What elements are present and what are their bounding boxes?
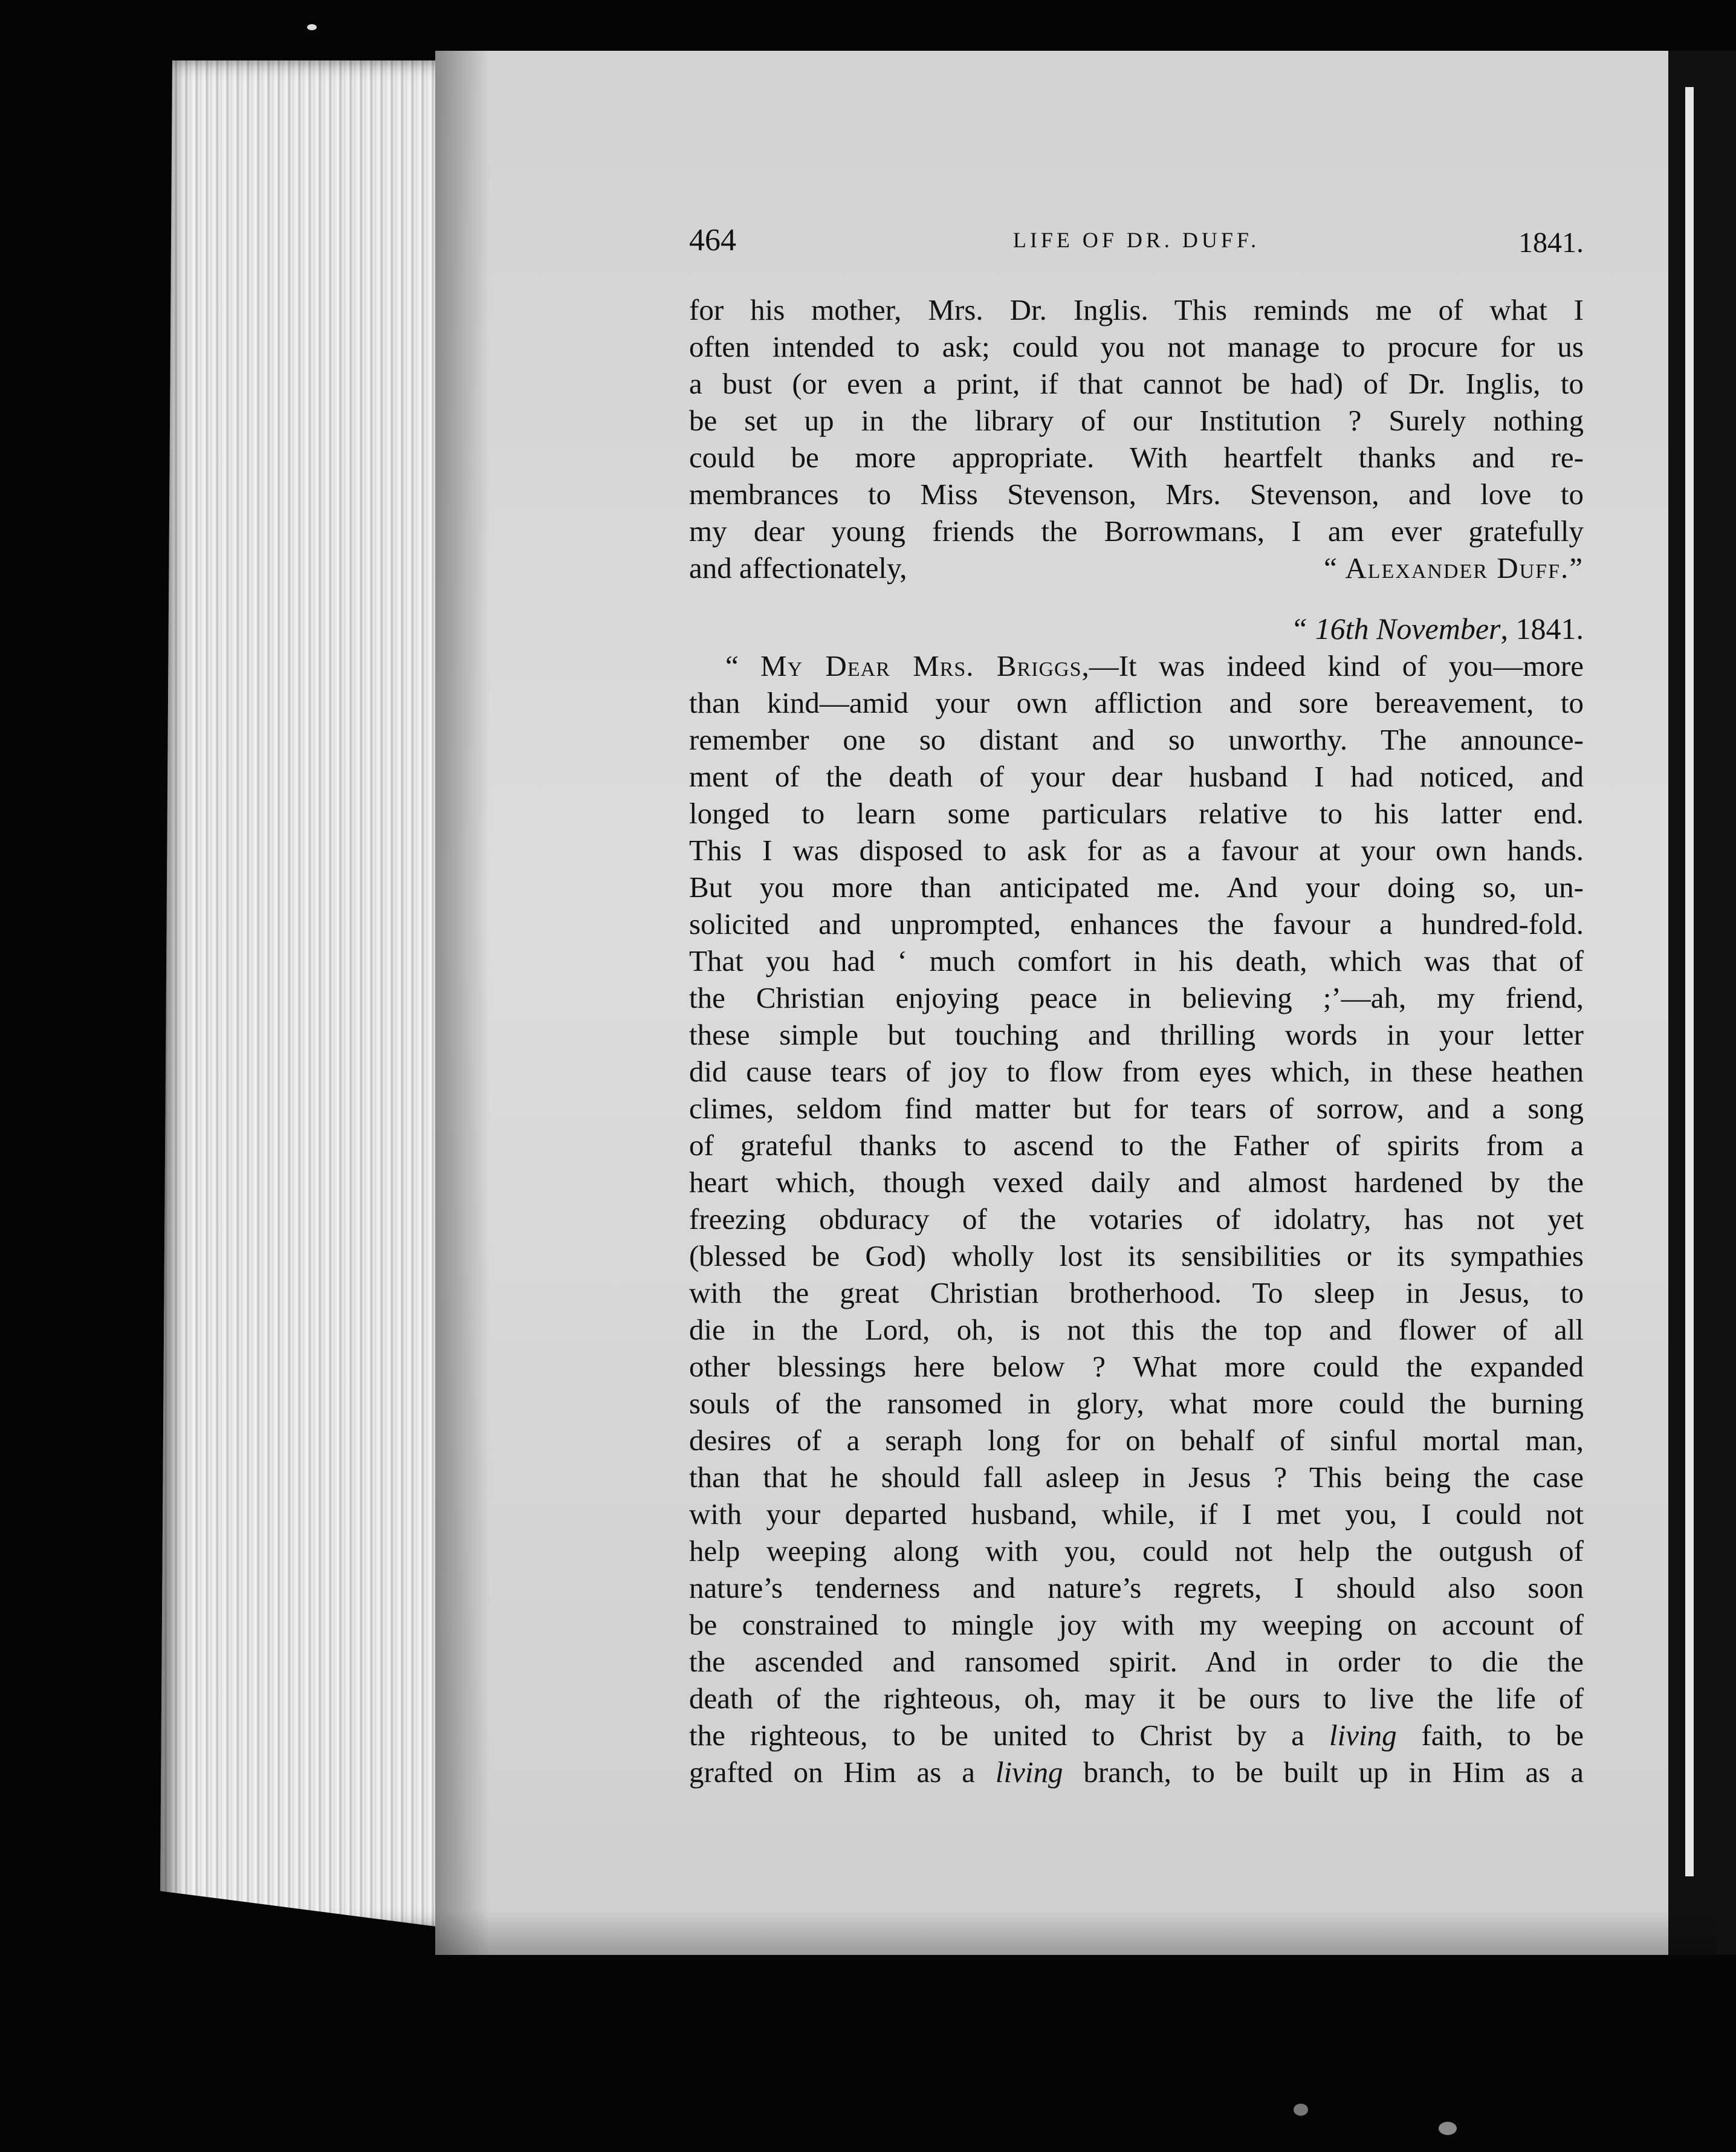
date-day-month: “ 16th November [1291, 612, 1501, 646]
text-segment: the righteous, to be united to Christ by a [689, 1719, 1329, 1752]
salutation-rest: ,—It was indeed kind of you—more [1081, 649, 1584, 682]
text-line: did cause tears of joy to flow from eyes which, in these heathen [689, 1055, 1584, 1088]
facing-page-edge [1668, 51, 1736, 1955]
text-line: be set up in the library of our Institution ? Surely nothing [689, 404, 1584, 437]
salutation-line [689, 647, 1584, 684]
page-bottom-shadow [435, 1910, 1717, 1955]
signature: “ Alexander Duff.” [1324, 551, 1584, 585]
text-line: souls of the ransomed in glory, what more could the burning [689, 1387, 1584, 1420]
text-line: with the great Christian brotherhood. To sleep in Jesus, to [689, 1276, 1584, 1309]
date-year: , 1841. [1500, 612, 1584, 646]
text-line: the ascended and ransomed spirit. And in order to die the [689, 1645, 1584, 1678]
scan-speck [307, 24, 317, 30]
open-quote: “ [725, 649, 761, 682]
text-line: But you more than anticipated me. And your doing so, un- [689, 870, 1584, 904]
text-line: other blessings here below ? What more could the expanded [689, 1350, 1584, 1383]
text-line: climes, seldom find matter but for tears of sorrow, and a song [689, 1092, 1584, 1125]
text-line [689, 1754, 1584, 1791]
salutation: My Dear Mrs. Briggs [760, 649, 1082, 682]
letter-two-date [689, 611, 1584, 647]
text-line: with your departed husband, while, if I met you, I could not [689, 1497, 1584, 1531]
running-title: LIFE OF DR. DUFF. [1012, 228, 1260, 252]
book-page-edges [160, 60, 450, 1928]
text-line: die in the Lord, oh, is not this the top and flower of all [689, 1313, 1584, 1346]
text-line: remember one so distant and so unworthy. The announce- [689, 723, 1584, 756]
text-italic: living [995, 1755, 1063, 1789]
text-line: death of the righteous, oh, may it be ours to live the life of [689, 1682, 1584, 1715]
scan-speck [1294, 2104, 1308, 2116]
text-line: for his mother, Mrs. Dr. Inglis. This reminds me of what I [689, 293, 1584, 326]
text-segment: faith, to be [1396, 1719, 1584, 1752]
header-year: 1841. [1518, 227, 1584, 259]
text-line: these simple but touching and thrilling words in your letter [689, 1018, 1584, 1051]
text-line: This I was disposed to ask for as a favour at your own hands. [689, 834, 1584, 867]
text-line: membrances to Miss Stevenson, Mrs. Stevenson, and love to [689, 478, 1584, 511]
text-line: solicited and unprompted, enhances the favour a hundred-fold. [689, 907, 1584, 941]
facing-page-stripe [1685, 87, 1694, 1876]
letter-one-closing [689, 549, 1584, 586]
text-segment: branch, to be built up in Him as a [1063, 1755, 1584, 1789]
text-segment: grafted on Him as a [689, 1755, 996, 1789]
text-line: freezing obduracy of the votaries of idolatry, has not yet [689, 1202, 1584, 1236]
text-line: than kind—amid your own affliction and sore bereavement, to [689, 686, 1584, 719]
scan-speck [1439, 2122, 1457, 2135]
text-line: help weeping along with you, could not help the outgush of [689, 1534, 1584, 1567]
page-number: 464 [689, 223, 736, 258]
text-line: longed to learn some particulars relative to his latter end. [689, 797, 1584, 830]
body-text [689, 291, 1584, 1791]
text-line: often intended to ask; could you not manage to procure for us [689, 330, 1584, 363]
text-line: my dear young friends the Borrowmans, I am ever gratefully [689, 514, 1584, 548]
text-line: That you had ‘ much comfort in his death, which was that of [689, 944, 1584, 977]
text-italic: living [1329, 1719, 1397, 1752]
text-line: a bust (or even a print, if that cannot be had) of Dr. Inglis, to [689, 367, 1584, 400]
text-line: than that he should fall asleep in Jesus ? This being the case [689, 1460, 1584, 1494]
text-line: the Christian enjoying peace in believing ;’—ah, my friend, [689, 981, 1584, 1014]
letter-two [689, 647, 1584, 1717]
text-line: (blessed be God) wholly lost its sensibilities or its sympathies [689, 1239, 1584, 1272]
running-header [689, 222, 1584, 265]
text-line: could be more appropriate. With heartfelt thanks and re- [689, 441, 1584, 474]
text-line: be constrained to mingle joy with my weeping on account of [689, 1608, 1584, 1641]
closing-phrase: and affectionately, [689, 551, 907, 585]
text-line: heart which, though vexed daily and almost hardened by the [689, 1165, 1584, 1199]
text-line: ment of the death of your dear husband I had noticed, and [689, 760, 1584, 793]
text-line: of grateful thanks to ascend to the Father of spirits from a [689, 1129, 1584, 1162]
text-line: nature’s tenderness and nature’s regrets, I should also soon [689, 1571, 1584, 1604]
letter-one [689, 291, 1584, 549]
text-line: desires of a seraph long for on behalf of sinful mortal man, [689, 1424, 1584, 1457]
text-line [689, 1717, 1584, 1754]
page-gutter-shadow [435, 51, 490, 1955]
